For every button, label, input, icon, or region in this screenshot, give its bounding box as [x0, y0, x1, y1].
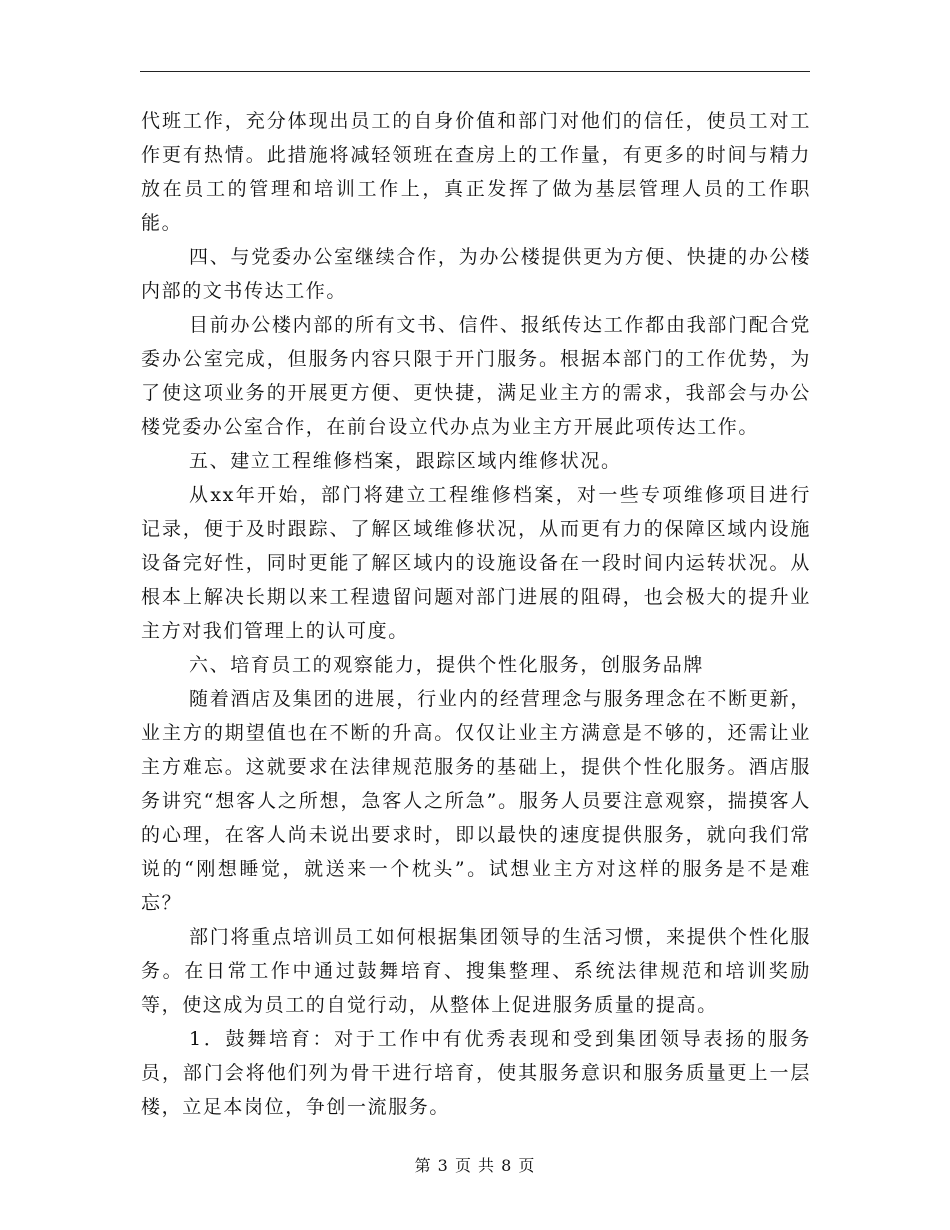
paragraph: 从xx年开始，部门将建立工程维修档案，对一些专项维修项目进行记录，便于及时跟踪、了解区域维修状况，从而更有力的保障区域内设施设备完好性，同时更能了解区域内的设施设备在一段时间内运转状况。从根本上解决长期以来工程遗留问题对部门进展的阻碍，也会极大的提升业主方对我们管理上的认可度。: [141, 484, 811, 642]
paragraph: 部门将重点培训员工如何根据集团领导的生活习惯，来提供个性化服务。在日常工作中通过鼓舞培育、搜集整理、系统法律规范和培训奖励等，使这成为员工的自觉行动，从整体上促进服务质量的提高。: [141, 926, 811, 1016]
document-body: [141, 104, 811, 1124]
page-footer: 第 3 页 共 8 页: [414, 1156, 536, 1175]
list-item: 1．鼓舞培育：对于工作中有优秀表现和受到集团领导表扬的服务员，部门会将他们列为骨干进行培育，使其服务意识和服务质量更上一层楼，立足本岗位，争创一流服务。: [141, 1028, 811, 1118]
section-heading: 六、培育员工的观察能力，提供个性化服务，创服务品牌: [189, 654, 705, 676]
paragraph: 代班工作，充分体现出员工的自身价值和部门对他们的信任，使员工对工作更有热情。此措施将减轻领班在查房上的工作量，有更多的时间与精力放在员工的管理和培训工作上，真正发挥了做为基层管理人员的工作职能。: [141, 110, 811, 234]
section-heading: 五、建立工程维修档案，跟踪区域内维修状况。: [189, 450, 622, 472]
section-heading: 四、与党委办公室继续合作，为办公楼提供更为方便、快捷的办公楼内部的文书传达工作。: [141, 246, 811, 302]
paragraph: 目前办公楼内部的所有文书、信件、报纸传达工作都由我部门配合党委办公室完成，但服务内容只限于开门服务。根据本部门的工作优势，为了使这项业务的开展更方便、更快捷，满足业主方的需求，我部会与办公楼党委办公室合作，在前台设立代办点为业主方开展此项传达工作。: [141, 314, 811, 438]
header-rule: [140, 71, 810, 72]
paragraph: 随着酒店及集团的进展，行业内的经营理念与服务理念在不断更新，业主方的期望值也在不断的升高。仅仅让业主方满意是不够的，还需让业主方难忘。这就要求在法律规范服务的基础上，提供个性化服务。酒店服务讲究“想客人之所想，急客人之所急”。服务人员要注意观察，揣摸客人的心理，在客人尚未说出要求时，即以最快的速度提供服务，就向我们常说的“刚想睡觉，就送来一个枕头”。试想业主方对这样的服务是不是难忘？: [141, 688, 811, 914]
